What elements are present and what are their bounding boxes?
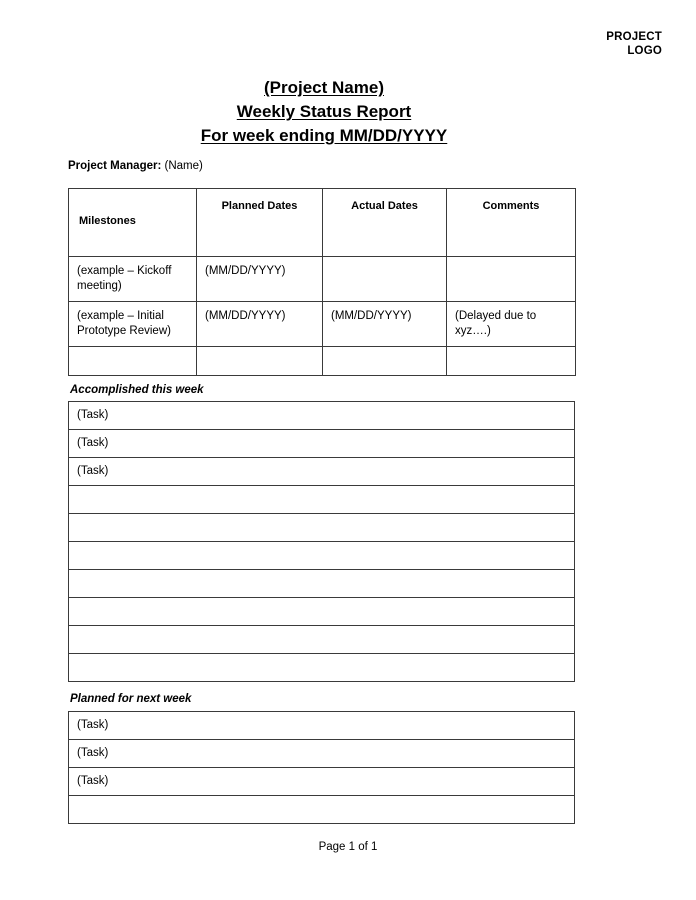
project-logo-line-2: LOGO: [627, 45, 662, 57]
milestones-table: [68, 188, 576, 376]
planned-task-cell[interactable]: (Task): [69, 712, 575, 740]
table-row: [69, 486, 575, 514]
planned-next-week-table: [68, 711, 575, 824]
table-row: [69, 570, 575, 598]
project-manager-label: Project Manager:: [68, 160, 162, 172]
milestone-actual-date-cell[interactable]: [323, 347, 447, 376]
table-row: [69, 302, 576, 347]
table-row: [69, 796, 575, 824]
section-caption-planned-next-week: Planned for next week: [70, 693, 192, 705]
accomplished-task-cell[interactable]: (Task): [69, 402, 575, 430]
project-logo-placeholder: [606, 30, 662, 58]
project-manager-line: [68, 159, 203, 173]
document-title: [0, 76, 696, 148]
accomplished-task-cell[interactable]: (Task): [69, 458, 575, 486]
table-row: [69, 740, 575, 768]
milestone-planned-date-cell[interactable]: (MM/DD/YYYY): [197, 302, 323, 347]
table-row: [69, 598, 575, 626]
accomplished-this-week-table: [68, 401, 575, 682]
accomplished-task-cell[interactable]: [69, 626, 575, 654]
project-logo-line-1: PROJECT: [606, 31, 662, 43]
column-header-actual-dates: Actual Dates: [323, 189, 447, 257]
accomplished-task-cell[interactable]: [69, 570, 575, 598]
accomplished-task-cell[interactable]: [69, 598, 575, 626]
accomplished-task-cell[interactable]: [69, 514, 575, 542]
table-row: [69, 654, 575, 682]
milestone-actual-date-cell[interactable]: [323, 257, 447, 302]
page-footer: [0, 840, 696, 854]
milestones-header-row: [69, 189, 576, 257]
accomplished-task-cell[interactable]: [69, 542, 575, 570]
planned-task-cell[interactable]: [69, 796, 575, 824]
project-manager-value: (Name): [164, 160, 203, 172]
table-row: [69, 347, 576, 376]
table-row: [69, 768, 575, 796]
page-number-text: Page 1 of 1: [318, 841, 378, 853]
planned-task-cell[interactable]: (Task): [69, 740, 575, 768]
milestone-name-cell[interactable]: [69, 347, 197, 376]
section-caption-accomplished: Accomplished this week: [70, 384, 204, 396]
accomplished-task-cell[interactable]: (Task): [69, 430, 575, 458]
table-row: [69, 626, 575, 654]
table-row: [69, 257, 576, 302]
table-row: [69, 514, 575, 542]
title-line-report-type: Weekly Status Report: [236, 102, 412, 121]
milestone-comments-cell[interactable]: (Delayed due to xyz….): [447, 302, 576, 347]
milestone-planned-date-cell[interactable]: (MM/DD/YYYY): [197, 257, 323, 302]
milestone-comments-cell[interactable]: [447, 347, 576, 376]
milestone-comments-cell[interactable]: [447, 257, 576, 302]
milestone-name-cell[interactable]: (example – Initial Prototype Review): [69, 302, 197, 347]
title-line-project-name: (Project Name): [264, 78, 384, 97]
table-row: [69, 712, 575, 740]
milestone-actual-date-cell[interactable]: (MM/DD/YYYY): [323, 302, 447, 347]
accomplished-task-cell[interactable]: [69, 654, 575, 682]
planned-task-cell[interactable]: (Task): [69, 768, 575, 796]
table-row: [69, 542, 575, 570]
column-header-milestones: Milestones: [69, 189, 197, 257]
milestone-planned-date-cell[interactable]: [197, 347, 323, 376]
accomplished-task-cell[interactable]: [69, 486, 575, 514]
column-header-planned-dates: Planned Dates: [197, 189, 323, 257]
column-header-comments: Comments: [447, 189, 576, 257]
table-row: [69, 458, 575, 486]
milestone-name-cell[interactable]: (example – Kickoff meeting): [69, 257, 197, 302]
table-row: [69, 430, 575, 458]
table-row: [69, 402, 575, 430]
title-line-week-ending: For week ending MM/DD/YYYY: [200, 126, 448, 145]
